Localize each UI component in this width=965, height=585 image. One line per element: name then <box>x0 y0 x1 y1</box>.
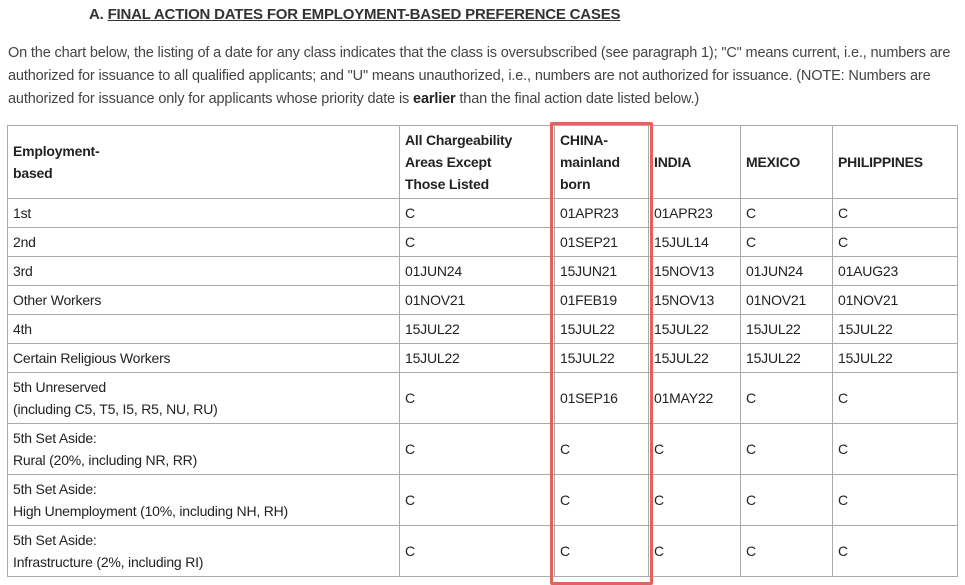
cell-philippines: C <box>833 475 958 526</box>
cell-mexico: 15JUL22 <box>741 344 833 373</box>
section-title: FINAL ACTION DATES FOR EMPLOYMENT-BASED PREFERENCE CASES <box>107 6 621 23</box>
cell-india: 15JUL22 <box>649 315 741 344</box>
row-label: 2nd <box>8 228 400 257</box>
row-label: 5th Unreserved (including C5, T5, I5, R5, NU, RU) <box>8 373 400 424</box>
cell-china: C <box>555 424 649 475</box>
row-label: 1st <box>8 199 400 228</box>
table-row <box>8 199 958 228</box>
cell-mexico: C <box>741 373 833 424</box>
cell-all: C <box>400 424 555 475</box>
table-row <box>8 344 958 373</box>
header-employment-based: Employment- based <box>8 126 400 199</box>
cell-philippines: 15JUL22 <box>833 315 958 344</box>
cell-mexico: 15JUL22 <box>741 315 833 344</box>
cell-philippines: C <box>833 424 958 475</box>
row-label: 5th Set Aside: Infrastructure (2%, including RI) <box>8 526 400 577</box>
cell-mexico: C <box>741 199 833 228</box>
cell-india: 15NOV13 <box>649 257 741 286</box>
cell-china: C <box>555 475 649 526</box>
cell-india: C <box>649 424 741 475</box>
cell-all: C <box>400 199 555 228</box>
cell-mexico: C <box>741 475 833 526</box>
header-india: INDIA <box>649 126 741 199</box>
cell-india: 01APR23 <box>649 199 741 228</box>
cell-india: C <box>649 526 741 577</box>
cell-philippines: 15JUL22 <box>833 344 958 373</box>
cell-india: C <box>649 475 741 526</box>
cell-india: 15JUL22 <box>649 344 741 373</box>
row-label: Other Workers <box>8 286 400 315</box>
row-label: 5th Set Aside: Rural (20%, including NR, RR) <box>8 424 400 475</box>
cell-mexico: 01JUN24 <box>741 257 833 286</box>
cell-india: 15NOV13 <box>649 286 741 315</box>
cell-india: 01MAY22 <box>649 373 741 424</box>
section-heading <box>89 6 620 23</box>
cell-china: 01APR23 <box>555 199 649 228</box>
cell-all: 15JUL22 <box>400 344 555 373</box>
header-philippines: PHILIPPINES <box>833 126 958 199</box>
cell-china: 01SEP21 <box>555 228 649 257</box>
row-label: 5th Set Aside: High Unemployment (10%, including NH, RH) <box>8 475 400 526</box>
cell-india: 15JUL14 <box>649 228 741 257</box>
cell-china: 01FEB19 <box>555 286 649 315</box>
section-letter: A. <box>89 6 104 23</box>
cell-philippines: C <box>833 526 958 577</box>
cell-mexico: C <box>741 526 833 577</box>
cell-all: C <box>400 475 555 526</box>
table-row <box>8 526 958 577</box>
cell-china: C <box>555 526 649 577</box>
row-label: 3rd <box>8 257 400 286</box>
cell-mexico: C <box>741 228 833 257</box>
cell-all: 15JUL22 <box>400 315 555 344</box>
cell-philippines: C <box>833 373 958 424</box>
cell-mexico: 01NOV21 <box>741 286 833 315</box>
cell-all: 01NOV21 <box>400 286 555 315</box>
header-china: CHINA- mainland born <box>555 126 649 199</box>
table-row <box>8 373 958 424</box>
cell-all: C <box>400 526 555 577</box>
cell-philippines: 01NOV21 <box>833 286 958 315</box>
table-row <box>8 424 958 475</box>
table-row <box>8 257 958 286</box>
cell-china: 15JUN21 <box>555 257 649 286</box>
cell-all: C <box>400 373 555 424</box>
cell-philippines: C <box>833 199 958 228</box>
cell-all: C <box>400 228 555 257</box>
cell-china: 15JUL22 <box>555 315 649 344</box>
header-all-chargeability: All Chargeability Areas Except Those Listed <box>400 126 555 199</box>
header-row <box>8 126 958 199</box>
cell-mexico: C <box>741 424 833 475</box>
table-row <box>8 315 958 344</box>
intro-text-1: On the chart below, the listing of a date for any class indicates that the class is oversubscribed (see paragraph 1); "C" means current, i.e., numbers are authorized for issuance to all qualified applicants; and "U" means unauthorized, i.e., numbers are not authorized for issuance. (NOTE: Numbers are authorized for issuance only for applicants whose priority date is <box>8 45 951 107</box>
cell-all: 01JUN24 <box>400 257 555 286</box>
header-mexico: MEXICO <box>741 126 833 199</box>
intro-text-2: than the final action date listed below.) <box>455 91 700 107</box>
table-row <box>8 475 958 526</box>
final-action-dates-table <box>7 125 958 577</box>
cell-china: 15JUL22 <box>555 344 649 373</box>
row-label: Certain Religious Workers <box>8 344 400 373</box>
cell-china: 01SEP16 <box>555 373 649 424</box>
cell-philippines: C <box>833 228 958 257</box>
table-row <box>8 228 958 257</box>
cell-philippines: 01AUG23 <box>833 257 958 286</box>
row-label: 4th <box>8 315 400 344</box>
table-row <box>8 286 958 315</box>
intro-paragraph <box>8 42 958 111</box>
intro-emphasis: earlier <box>413 91 456 107</box>
